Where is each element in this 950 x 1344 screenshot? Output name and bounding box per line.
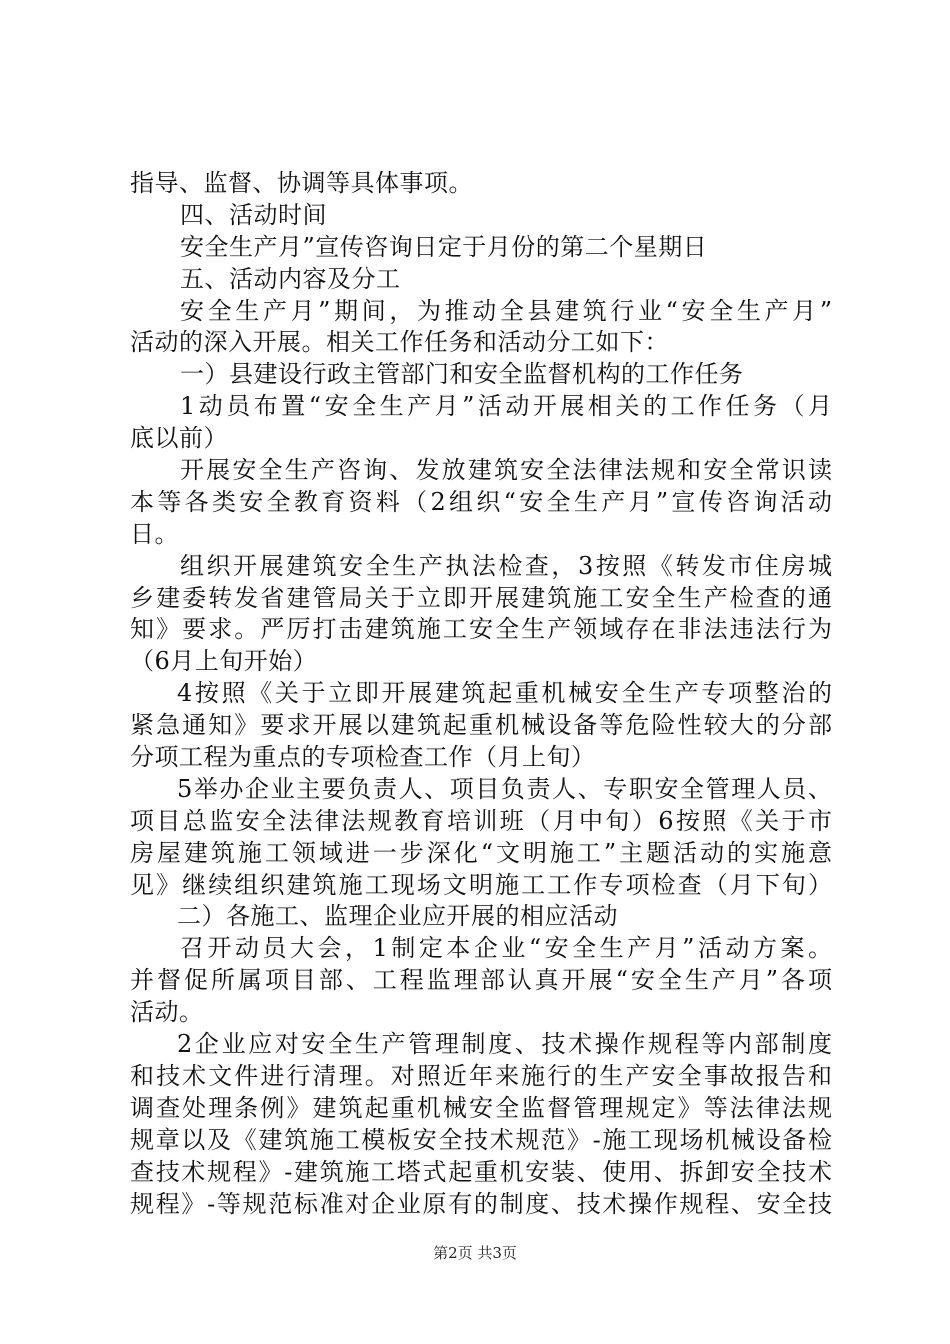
text-line: 开展安全生产咨询、发放建筑安全法律法规和安全常识读: [180, 456, 832, 485]
section-heading: 五、活动内容及分工: [180, 264, 401, 293]
section-heading: 四、活动时间: [180, 200, 327, 229]
text-line: 并督促所属项目部、工程监理部认真开展“安全生产月”各项: [130, 966, 832, 995]
text-line: （6月上旬开始）: [130, 647, 318, 676]
text-line: 项目总监安全法律法规教育培训班（月中旬）6按照《关于市: [130, 806, 832, 835]
text-line: 分项工程为重点的专项检查工作（月上旬）: [130, 743, 596, 772]
text-line: 4按照《关于立即开展建筑起重机械安全生产专项整治的: [177, 679, 832, 708]
text-line: 1动员布置“安全生产月”活动开展相关的工作任务（月: [180, 392, 832, 421]
text-line: 知》要求。严厉打击建筑施工安全生产领域存在非法违法行为: [130, 615, 832, 644]
text-line: 安全生产月”期间，为推动全县建筑行业“安全生产月”: [180, 296, 832, 325]
text-line: 安全生产月”宣传咨询日定于月份的第二个星期日: [180, 232, 708, 261]
text-line: 指导、监督、协调等具体事项。: [130, 169, 473, 197]
text-line: 规章以及《建筑施工模板安全技术规范》-施工现场机械设备检: [130, 1125, 832, 1154]
text-line: 召开动员大会，1制定本企业“安全生产月”活动方案。: [180, 934, 832, 963]
text-line: 紧急通知》要求开展以建筑起重机械设备等危险性较大的分部: [130, 711, 832, 740]
text-line: 底以前）: [130, 424, 228, 453]
text-line: 乡建委转发省建管局关于立即开展建筑施工安全生产检查的通: [130, 583, 832, 612]
text-line: 5举办企业主要负责人、项目负责人、专职安全管理人员、: [177, 774, 832, 803]
text-line: 查技术规程》-建筑施工塔式起重机安装、使用、拆卸安全技术: [130, 1157, 832, 1186]
text-line: 调查处理条例》建筑起重机械安全监督管理规定》等法律法规: [130, 1093, 832, 1122]
text-line: 组织开展建筑安全生产执法检查，3按照《转发市住房城: [180, 551, 832, 580]
subsection-heading: 一）县建设行政主管部门和安全监督机构的工作任务: [180, 360, 744, 389]
text-line: 2企业应对安全生产管理制度、技术操作规程等内部制度: [177, 1030, 832, 1059]
text-line: 和技术文件进行清理。对照近年来施行的生产安全事故报告和: [130, 1061, 832, 1090]
subsection-heading: 二）各施工、监理企业应开展的相应活动: [177, 902, 618, 931]
text-line: 日。: [130, 519, 179, 548]
text-line: 见》继续组织建筑施工现场文明施工工作专项检查（月下旬）: [130, 870, 832, 899]
document-body: [130, 168, 832, 1220]
text-line: 规程》-等规范标准对企业原有的制度、技术操作规程、安全技: [130, 1189, 832, 1218]
text-line: 房屋建筑施工领域进一步深化“文明施工”主题活动的实施意: [130, 838, 832, 867]
text-line: 活动。: [130, 998, 204, 1027]
text-line: 活动的深入开展。相关工作任务和活动分工如下：: [130, 328, 669, 357]
page-footer: [0, 1243, 950, 1263]
text-line: 本等各类安全教育资料（2组织“安全生产月”宣传咨询活动: [130, 487, 832, 516]
page-number-label: 第2页 共3页: [433, 1244, 517, 1262]
